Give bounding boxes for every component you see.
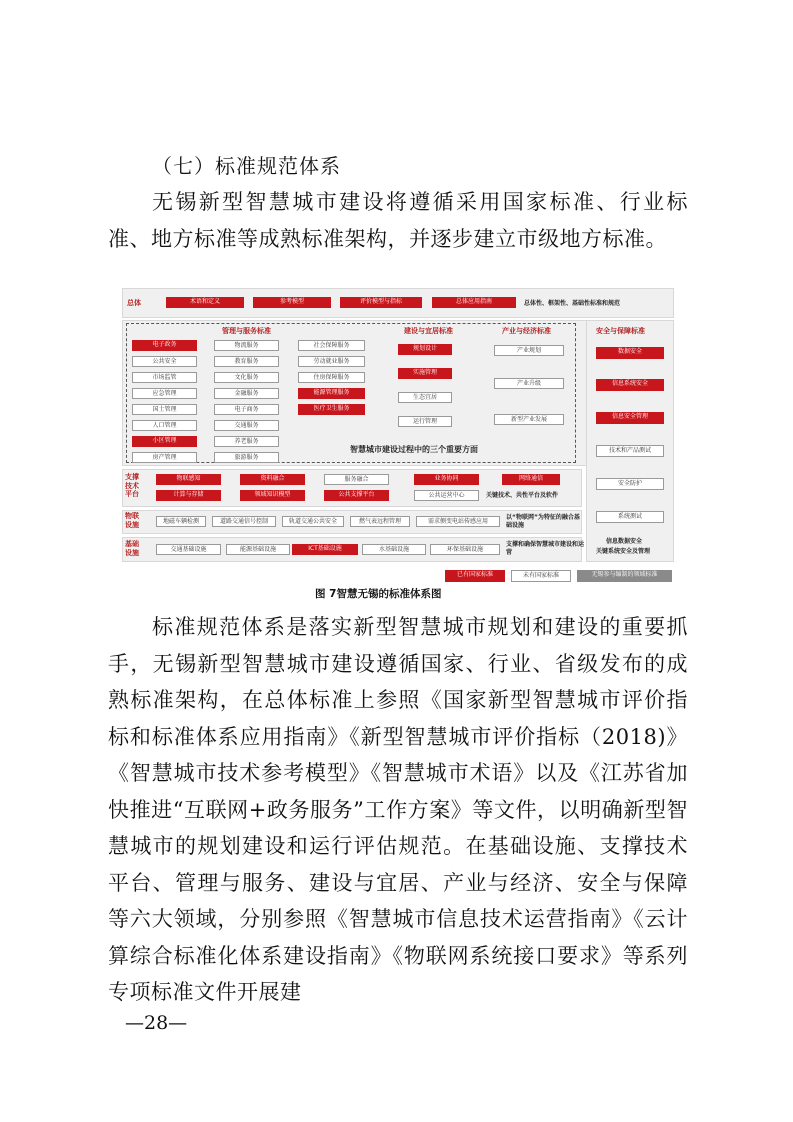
platform-item: 计算与存储 (156, 490, 221, 501)
mgmt-item: 文化服务 (214, 372, 279, 383)
iot-item: 地磁车辆检测 (156, 516, 206, 527)
mgmt-item: 养老服务 (214, 436, 279, 447)
platform-item: 网络通信 (502, 474, 560, 485)
mgmt-item: 住房保障服务 (298, 372, 365, 383)
section-heading: （七）标准规范体系 (152, 154, 341, 178)
build-header: 建设与宜居标准 (404, 327, 453, 335)
mgmt-item: 人口管理 (132, 420, 197, 431)
mgmt-item: 物流服务 (214, 340, 279, 351)
mgmt-item: 电子政务 (132, 340, 197, 351)
mgmt-item: 旅游服务 (214, 452, 279, 463)
mgmt-item: 劳动就业服务 (298, 356, 365, 367)
legend-wuxi-domain: 无锡参与编制的领域标准 (577, 570, 672, 582)
iot-item: 道路交通信号控制 (212, 516, 276, 527)
security-header: 安全与保障标准 (596, 327, 645, 335)
mgmt-item: 小区管理 (132, 436, 197, 447)
infra-note: 支撑和确保智慧城市建设和运营 (506, 541, 585, 556)
paragraph-standards: 标准规范体系是落实新型智慧城市规划和建设的重要抓手，无锡新型智慧城市建设遵循国家、行业、省级发布的成熟标准架构，在总体标准上参照《国家新型智慧城市评价指标和标准体系应用指南》《新型智慧城市评价指标（2018)》《智慧城市技术参考模型》《智慧城市术语》以及《江苏省加快推进“互联网+政务服务”工作方案》等文件，以明确新型智慧城市的规划建设和运行评估规范。在基础设施、支撑技术平台、管理与服务、建设与宜居、产业与经济、安全与保障等六大领域，分别参照《智慧城市信息技术运营指南》《云计算综合标准化体系建设指南》《物联网系统接口要求》等系列专项标准文件开展建 (108, 615, 688, 1004)
platform-item: 公共支撑平台 (324, 490, 389, 501)
security-item: 系统测试 (596, 511, 664, 523)
mgmt-item: 医疗卫生服务 (298, 404, 365, 415)
infra-label: 基础设施 (125, 540, 139, 557)
security-note-1: 信息数据安全 (606, 538, 643, 545)
platform-item: 资料融合 (240, 474, 305, 485)
industry-item: 产业升级 (494, 378, 564, 389)
security-item: 安全防护 (596, 478, 664, 490)
overall-item: 评价模型与指标 (340, 297, 422, 308)
build-item: 规划设计 (398, 344, 452, 355)
mgmt-item: 能源管理服务 (298, 388, 365, 399)
security-item: 数据安全 (596, 347, 664, 359)
mgmt-item: 市场监管 (132, 372, 197, 383)
iot-item: 燃气表远程管理 (350, 516, 410, 527)
platform-item: 物联感知 (156, 474, 221, 485)
platform-item: 业务协同 (414, 474, 479, 485)
mgmt-item: 交通服务 (214, 420, 279, 431)
build-item: 生态宜居 (398, 392, 452, 403)
overall-item: 术语和定义 (166, 297, 244, 308)
legend-no-national: 未有国家标准 (511, 570, 571, 582)
mgmt-item: 房产管理 (132, 452, 197, 463)
security-note-2: 关键系统安全及管理 (596, 548, 651, 555)
platform-item: 领域知识模型 (240, 490, 305, 501)
infra-item: 交通基础设施 (156, 544, 221, 555)
build-item: 运行管理 (398, 416, 452, 427)
iot-label: 物联设施 (125, 512, 139, 529)
mgmt-item: 教育服务 (214, 356, 279, 367)
infra-item: 能源基础设施 (226, 544, 290, 555)
industry-item: 新型产业发展 (494, 414, 564, 425)
iot-item: 需求侧变电站传感应用 (416, 516, 500, 527)
infra-item: ICT基础设施 (292, 544, 358, 555)
mgmt-item: 社会保障服务 (298, 340, 365, 351)
industry-header: 产业与经济标准 (502, 327, 551, 335)
page-number: —28— (125, 1012, 188, 1034)
build-item: 实施管理 (398, 368, 452, 379)
three-aspects-label: 智慧城市建设过程中的三个重要方面 (350, 445, 478, 454)
platform-note: 关键技术、共性平台及软件 (486, 492, 559, 499)
mgmt-item: 国土管理 (132, 404, 197, 415)
paragraph-intro: 无锡新型智慧城市建设将遵循采用国家标准、行业标准、地方标准等成熟标准架构，并逐步建立市级地方标准。 (108, 190, 688, 251)
platform-label: 支撑技术平台 (125, 473, 139, 498)
platform-item: 服务融合 (324, 474, 389, 485)
standards-diagram (122, 288, 674, 579)
overall-item: 总体应用指南 (432, 297, 516, 308)
legend-existing-national: 已有国家标准 (445, 570, 505, 582)
iot-note: 以“物联网”为特征的融合基础设施 (506, 514, 580, 529)
overall-label: 总体 (127, 299, 141, 307)
infra-item: 水基础设施 (362, 544, 426, 555)
mgmt-item: 金融服务 (214, 388, 279, 399)
mgmt-item: 电子商务 (214, 404, 279, 415)
security-item: 信息安全管理 (596, 412, 664, 424)
overall-item: 参考模型 (253, 297, 331, 308)
security-item: 技术和产品测试 (596, 445, 664, 457)
figure-caption: 图 7智慧无锡的标准体系图 (315, 588, 442, 600)
mgmt-item: 应急管理 (132, 388, 197, 399)
platform-item: 公共运营中心 (414, 490, 479, 501)
overall-note: 总体性、框架性、基础性标准和规范 (524, 300, 621, 307)
infra-item: 环保基础设施 (430, 544, 500, 555)
mgmt-header: 管理与服务标准 (222, 327, 271, 335)
iot-item: 轨道交通公共安全 (282, 516, 344, 527)
security-item: 信息系统安全 (596, 379, 664, 391)
mgmt-item: 公共安全 (132, 356, 197, 367)
industry-item: 产业规划 (494, 345, 564, 356)
